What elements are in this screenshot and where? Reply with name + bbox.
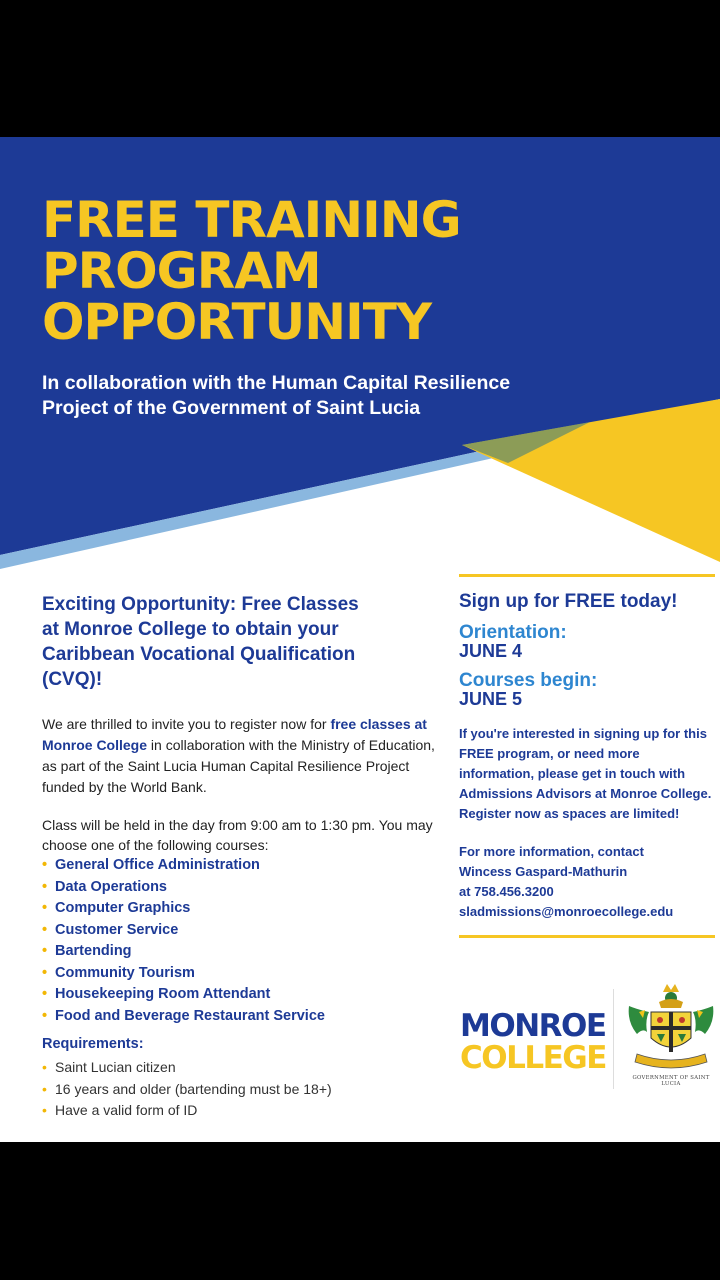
contact-name: Wincess Gaspard-Mathurin xyxy=(459,864,628,879)
logo-line2: COLLEGE xyxy=(460,1040,606,1076)
requirements-list xyxy=(42,1057,437,1122)
heading-line: at Monroe College to obtain your xyxy=(42,619,339,640)
coat-of-arms-icon xyxy=(623,982,719,1074)
divider-bottom xyxy=(459,935,715,938)
contact-line: For more information, contact xyxy=(459,844,644,859)
title-line: PROGRAM xyxy=(42,242,321,300)
course-list xyxy=(42,855,437,1027)
courses-begin-block xyxy=(459,672,716,708)
heading-line: Caribbean Vocational Qualification xyxy=(42,644,356,665)
monroe-college-logo xyxy=(460,1010,606,1074)
subtitle-line: Project of the Government of Saint Lucia xyxy=(42,397,421,419)
intro-text: We are thrilled to invite you to register now for xyxy=(42,716,327,732)
requirements-heading: Requirements: xyxy=(42,1036,144,1052)
orientation-label: Orientation: xyxy=(459,622,567,643)
intro-text: in collaboration with the Ministry of Education, as part of the Saint Lucia Human Capital Resilience Project funded by the World Bank. xyxy=(42,737,435,795)
subtitle-line: In collaboration with the Human Capital Resilience xyxy=(42,372,511,394)
logo-line1: MONROE xyxy=(460,1008,606,1044)
heading-line: Exciting Opportunity: Free Classes xyxy=(42,594,359,615)
class-info: Class will be held in the day from 9:00 am to 1:30 pm. You may choose one of the following courses: xyxy=(42,817,433,853)
flyer xyxy=(0,137,720,1142)
title-line: OPPORTUNITY xyxy=(42,293,432,351)
divider-top xyxy=(459,574,715,577)
crest-caption: GOVERNMENT OF SAINT LUCIA xyxy=(632,1075,710,1087)
courses-begin-date: JUNE 5 xyxy=(459,689,523,709)
opportunity-heading xyxy=(42,592,437,692)
intro-paragraph xyxy=(42,714,437,798)
saint-lucia-crest xyxy=(623,982,719,1107)
left-column xyxy=(42,592,437,1122)
title-line: FREE TRAINING xyxy=(42,191,461,249)
course-item: • Customer Service xyxy=(42,920,437,942)
signup-paragraph: If you're interested in signing up for this FREE program, or need more information, please get in touch with Admissions Advisors at Monroe College. Register now as spaces are limited! xyxy=(459,726,712,821)
contact-phone[interactable]: at 758.456.3200 xyxy=(459,884,554,899)
course-item: • Housekeeping Room Attendant xyxy=(42,984,437,1006)
hero-banner xyxy=(0,137,720,577)
course-item: • Bartending xyxy=(42,941,437,963)
course-item: • Data Operations xyxy=(42,877,437,899)
courses-begin-label: Courses begin: xyxy=(459,670,598,691)
orientation-date: JUNE 4 xyxy=(459,641,523,661)
course-item: • Community Tourism xyxy=(42,963,437,985)
contact-email[interactable]: sladmissions@monroecollege.edu xyxy=(459,904,674,919)
course-item: • General Office Administration xyxy=(42,855,437,877)
course-item: • Computer Graphics xyxy=(42,898,437,920)
contact-info xyxy=(459,842,716,922)
logo-divider xyxy=(613,989,614,1089)
orientation-block xyxy=(459,624,716,660)
requirement-item: • Saint Lucian citizen xyxy=(42,1057,437,1079)
heading-line: (CVQ)! xyxy=(42,669,103,690)
requirement-item: • 16 years and older (bartending must be 18+) xyxy=(42,1079,437,1101)
signup-heading: Sign up for FREE today! xyxy=(459,591,678,612)
right-column xyxy=(459,574,716,938)
page-title xyxy=(42,191,461,351)
subtitle xyxy=(42,371,642,421)
requirement-item: • Have a valid form of ID xyxy=(42,1100,437,1122)
intro-highlight: free classes at Monroe College xyxy=(42,716,427,753)
course-item: • Food and Beverage Restaurant Service xyxy=(42,1006,437,1028)
